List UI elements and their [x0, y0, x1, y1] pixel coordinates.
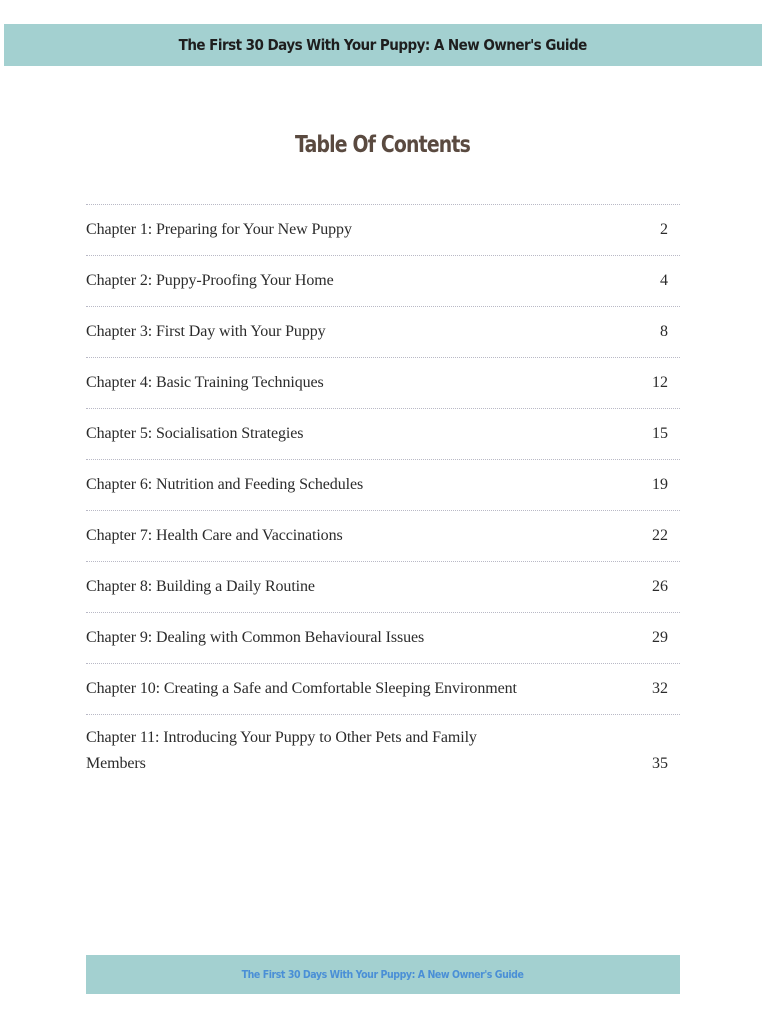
- toc-entry-title: Chapter 3: First Day with Your Puppy: [86, 323, 326, 340]
- toc-entry[interactable]: [86, 307, 680, 358]
- toc-entry-page: 12: [652, 374, 668, 391]
- toc-entry-page: 32: [652, 680, 668, 697]
- toc-entry[interactable]: [86, 664, 680, 715]
- toc-entry-page: 26: [652, 578, 668, 595]
- toc-entry-title: Chapter 4: Basic Training Techniques: [86, 374, 324, 391]
- toc-entry-page: 8: [660, 323, 668, 340]
- toc-entry-title: Chapter 11: Introducing Your Puppy to Other Pets and Family Members: [86, 729, 477, 772]
- toc-entry-page: 35: [652, 755, 668, 772]
- toc-entry[interactable]: [86, 511, 680, 562]
- toc-list: [86, 204, 680, 781]
- toc-entry[interactable]: [86, 205, 680, 256]
- toc-entry-title: Chapter 7: Health Care and Vaccinations: [86, 527, 343, 544]
- toc-entry[interactable]: [86, 715, 680, 781]
- toc-entry[interactable]: [86, 358, 680, 409]
- toc-entry-page: 22: [652, 527, 668, 544]
- toc-entry-page: 19: [652, 476, 668, 493]
- footer-title: The First 30 Days With Your Puppy: A New Owner's Guide: [242, 968, 524, 981]
- footer-bar: [86, 955, 680, 994]
- toc-entry-title: Chapter 2: Puppy-Proofing Your Home: [86, 272, 334, 289]
- toc-entry-page: 2: [660, 221, 668, 238]
- toc-entry-title: Chapter 10: Creating a Safe and Comfortable Sleeping Environment: [86, 680, 517, 697]
- header-bar: [4, 24, 762, 66]
- toc-entry-title: Chapter 8: Building a Daily Routine: [86, 578, 315, 595]
- toc-entry-page: 15: [652, 425, 668, 442]
- toc-entry-page: 29: [652, 629, 668, 646]
- toc-heading: Table Of Contents: [294, 132, 471, 158]
- toc-entry-title: Chapter 1: Preparing for Your New Puppy: [86, 221, 352, 238]
- toc-entry-title: Chapter 9: Dealing with Common Behavioural Issues: [86, 629, 425, 646]
- toc-entry[interactable]: [86, 460, 680, 511]
- toc-entry-title: Chapter 5: Socialisation Strategies: [86, 425, 304, 442]
- toc-entry[interactable]: [86, 409, 680, 460]
- toc-entry[interactable]: [86, 562, 680, 613]
- header-title: The First 30 Days With Your Puppy: A New Owner's Guide: [178, 36, 588, 54]
- toc-entry[interactable]: [86, 256, 680, 307]
- toc-entry[interactable]: [86, 613, 680, 664]
- toc-entry-title: Chapter 6: Nutrition and Feeding Schedules: [86, 476, 364, 493]
- toc-entry-page: 4: [660, 272, 668, 289]
